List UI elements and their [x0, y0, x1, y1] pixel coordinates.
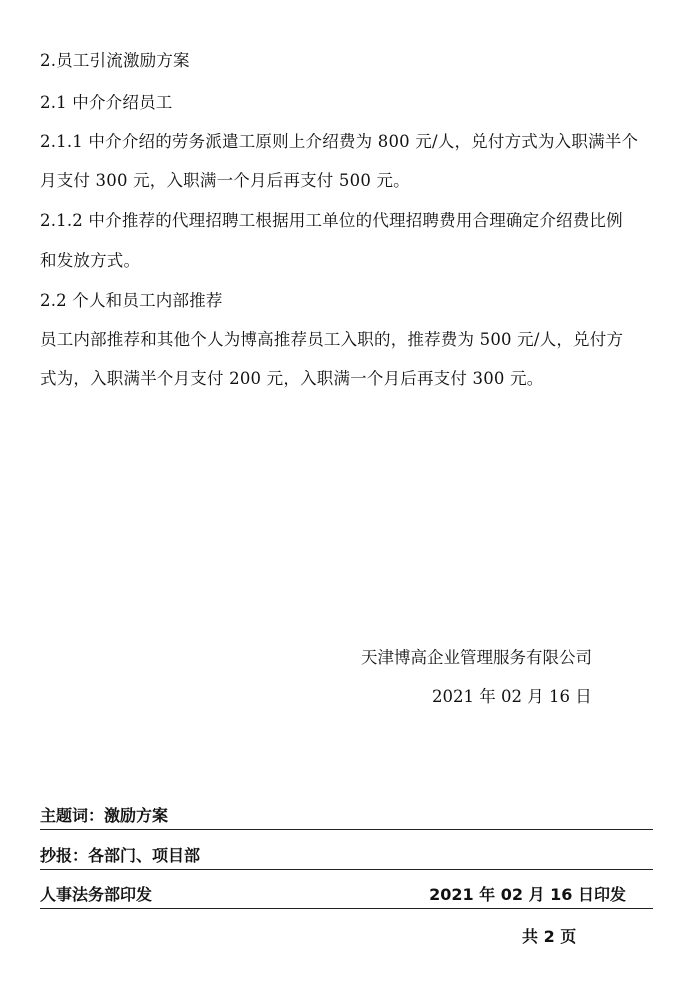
signature-company: 天津博高企业管理服务有限公司	[361, 648, 592, 667]
footer-issuer-row	[40, 884, 653, 909]
footer-cc-row	[40, 845, 653, 870]
signature-date: 2021 年 02 月 16 日	[432, 687, 592, 706]
footer-cc: 抄报：各部门、项目部	[40, 846, 201, 865]
footer-subject-row	[40, 805, 653, 830]
paragraph-2-1-1-line-2: 月支付 300 元，入职满一个月后再支付 500 元。	[40, 171, 410, 190]
paragraph-2-2-line-2: 式为，入职满半个月支付 200 元，入职满一个月后再支付 300 元。	[40, 369, 544, 388]
page-count: 共 2 页	[522, 927, 577, 946]
paragraph-2-2-line-1: 员工内部推荐和其他个人为博高推荐员工入职的，推荐费为 500 元/人，兑付方	[40, 330, 624, 349]
footer-issuer: 人事法务部印发	[40, 885, 153, 904]
footer-issue-date: 2021 年 02 月 16 日印发	[429, 885, 626, 904]
paragraph-2-1-2-line-2: 和发放方式。	[40, 251, 141, 270]
section-heading: 2.员工引流激励方案	[40, 51, 190, 70]
subsection-heading-2-2: 2.2 个人和员工内部推荐	[40, 291, 223, 310]
subsection-heading-2-1: 2.1 中介介绍员工	[40, 93, 173, 112]
paragraph-2-1-1-line-1: 2.1.1 中介介绍的劳务派遣工原则上介绍费为 800 元/人，兑付方式为入职满半个	[40, 132, 639, 151]
footer-subject: 主题词：激励方案	[40, 806, 169, 825]
paragraph-2-1-2-line-1: 2.1.2 中介推荐的代理招聘工根据用工单位的代理招聘费用合理确定介绍费比例	[40, 211, 623, 230]
